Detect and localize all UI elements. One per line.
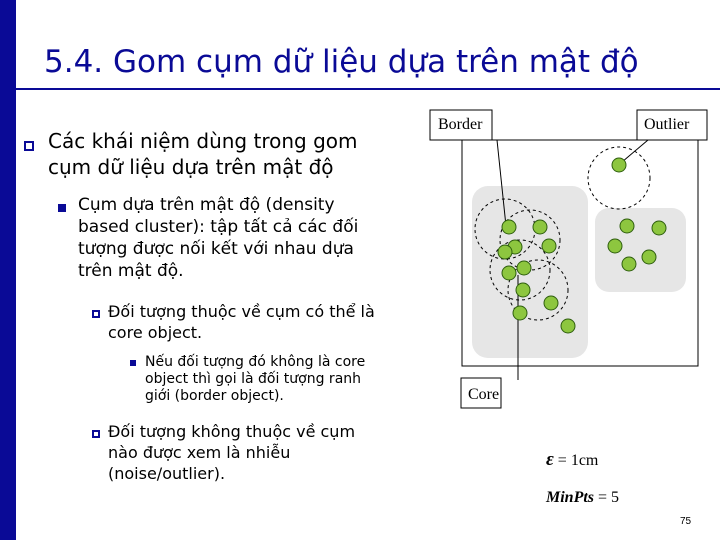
data-point bbox=[620, 219, 634, 233]
data-point bbox=[612, 158, 626, 172]
data-point bbox=[513, 306, 527, 320]
data-point bbox=[533, 220, 547, 234]
data-point bbox=[652, 221, 666, 235]
data-point bbox=[561, 319, 575, 333]
data-point bbox=[498, 245, 512, 259]
epsilon-parameter bbox=[546, 449, 599, 470]
epsilon-value: = 1cm bbox=[553, 452, 599, 469]
minpts-name: MinPts bbox=[546, 489, 595, 506]
bullet-text-level1: Các khái niệm dùng trong gom cụm dữ liệu dựa trên mật độ bbox=[48, 129, 358, 179]
data-point bbox=[502, 220, 516, 234]
epsilon-symbol: ε bbox=[546, 449, 554, 470]
border-label: Border bbox=[438, 116, 483, 133]
outlier-label: Outlier bbox=[644, 116, 690, 133]
data-point bbox=[642, 250, 656, 264]
bullet-text-core-object: Đối tượng thuộc về cụm có thể là core object. bbox=[108, 302, 375, 342]
data-point bbox=[622, 257, 636, 271]
bullet-text-density-cluster: Cụm dựa trên mật độ (density based cluster): tập tất cả các đối tượng được nối kết với nhau dựa trên mật độ. bbox=[78, 195, 359, 281]
data-point bbox=[542, 239, 556, 253]
data-point bbox=[517, 261, 531, 275]
slide-title: 5.4. Gom cụm dữ liệu dựa trên mật độ bbox=[44, 44, 639, 80]
bullet-text-noise: Đối tượng không thuộc về cụm nào được xem là nhiễu (noise/outlier). bbox=[108, 422, 356, 483]
core-label: Core bbox=[468, 386, 500, 403]
data-point bbox=[608, 239, 622, 253]
data-point bbox=[516, 283, 530, 297]
data-point bbox=[502, 266, 516, 280]
cluster-region-right bbox=[595, 208, 686, 292]
page-number: 75 bbox=[680, 516, 692, 527]
minpts-value: = 5 bbox=[594, 489, 620, 506]
data-point bbox=[544, 296, 558, 310]
bullet-text-border-object: Nếu đối tượng đó không là core object thì gọi là đối tượng ranh giới (border object). bbox=[145, 354, 366, 404]
minpts-parameter bbox=[545, 489, 619, 506]
